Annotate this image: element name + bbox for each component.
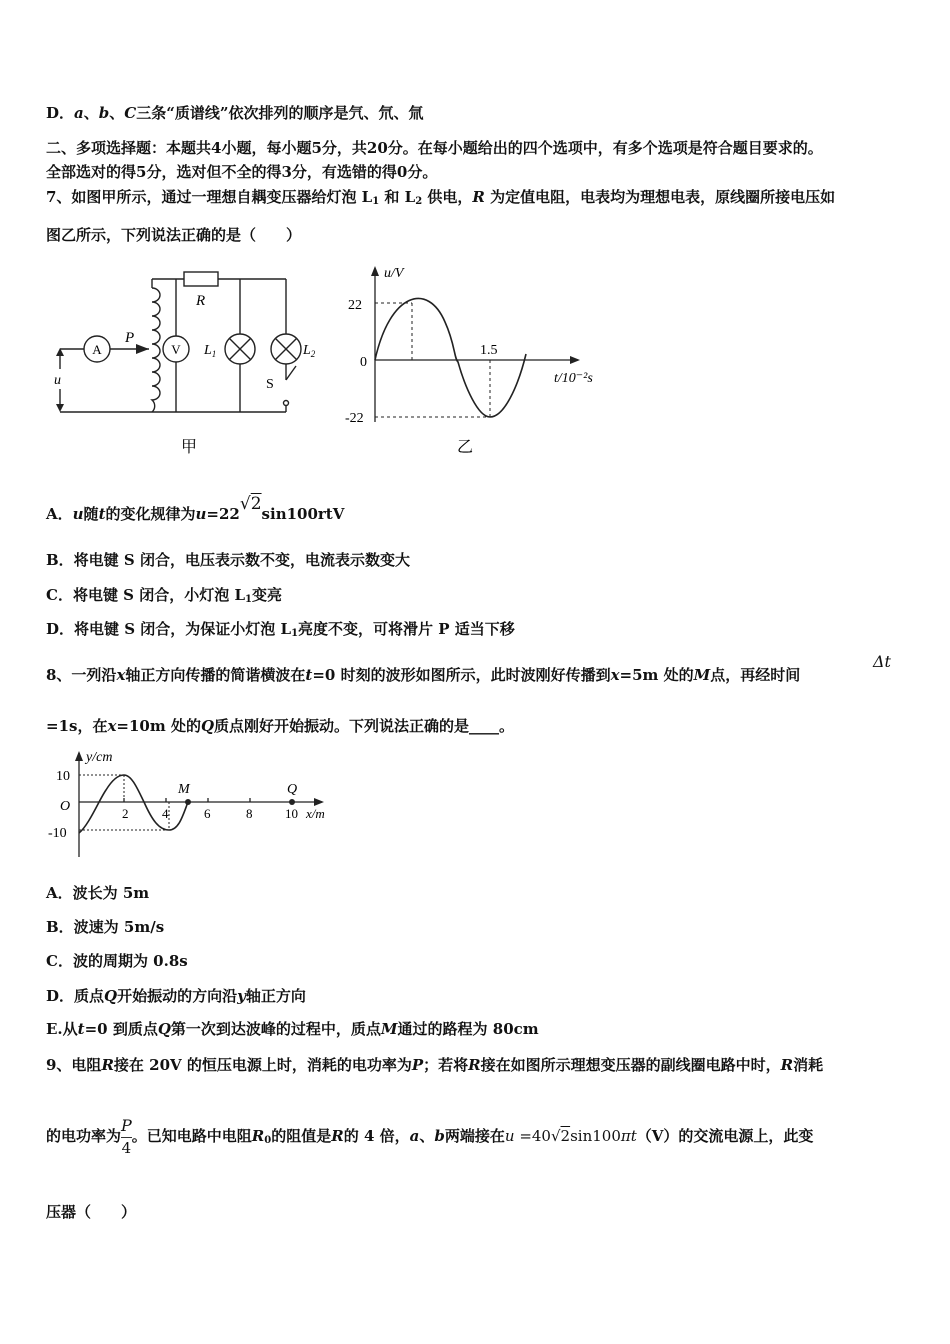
section2-header-line1: 二、多项选择题：本题共4小题，每小题5分，共20分。在每小题给出的四个选项中，有多个选项是符合题目要求的。 [46, 139, 823, 157]
q8-option-b: B．波速为 5m/s [46, 918, 165, 936]
wave-point-m-label: M [178, 782, 190, 797]
q8-option-c: C．波的周期为 0.8s [46, 952, 188, 970]
plot-x-axis-label: t/10⁻²s [554, 371, 593, 386]
q8-option-a: A．波长为 5m [46, 884, 150, 902]
plot-tick-0: 0 [360, 355, 367, 370]
wave-tick-x-8: 8 [246, 806, 253, 821]
figure-jia-caption: 甲 [180, 439, 198, 456]
q7-figure-yi [340, 262, 615, 462]
voltage-formula: u =40√2sin100πt [504, 1127, 637, 1145]
power-fraction: $\frac{P}{4}$ [121, 1116, 132, 1157]
q9-stem-line2: 的电功率为 $\frac{P}{4}$ 。已知电路中电阻$R_0$的阻值是R的 4 倍，a、b两端接在u =40√2sin100πt（V）的交流电源上，此变 [46, 1116, 814, 1157]
input-u-label: u [54, 373, 61, 388]
q8-delta-t: Δt [873, 652, 891, 671]
wave-point-q-label: Q [287, 782, 298, 797]
plot-tick-1-5: 1.5 [480, 343, 498, 358]
q8-stem-line2: =1s，在x=10m 处的Q质点刚好开始振动。下列说法正确的是____。 [46, 717, 515, 735]
lamp-l2-label: $L_2$ [303, 343, 316, 359]
q7-option-c: C．将电键 S 闭合，小灯泡 $L_1$变亮 [46, 586, 282, 605]
wave-tick-x-10: 10 [285, 806, 298, 821]
q7-option-b: B．将电键 S 闭合，电压表示数不变，电流表示数变大 [46, 551, 410, 569]
q7-stem-line2: 图乙所示，下列说法正确的是（ ） [46, 226, 302, 244]
plot-tick-22: 22 [348, 298, 362, 313]
slider-p-label: P [125, 330, 135, 346]
section2-header-line2: 全部选对的得5分，选对但不全的得3分，有选错的得0分。 [46, 163, 438, 181]
wave-tick-minus-10: -10 [48, 826, 67, 841]
lamp-l1-label: $L_1$ [204, 343, 217, 359]
q8-option-d: D．质点Q开始振动的方向沿y轴正方向 [46, 987, 306, 1005]
q7-option-d: D．将电键 S 闭合，为保证小灯泡 $L_1$亮度不变，可将滑片 P 适当下移 [46, 620, 515, 639]
resistor-r-label: R [196, 293, 206, 309]
plot-y-axis-label: u/V [384, 266, 404, 281]
wave-tick-10: 10 [56, 769, 70, 784]
wave-tick-x-2: 2 [122, 806, 129, 821]
q6-option-d: D．a、b、C三条“质谱线”依次排列的顺序是氕、氘、氚 [46, 104, 424, 122]
q9-stem-line3: 压器（ ） [46, 1203, 137, 1221]
wave-tick-x-6: 6 [204, 806, 211, 821]
q7-option-a: A．u随t的变化规律为u=22√2sin100rtV [46, 494, 345, 523]
wave-origin-label: O [60, 799, 71, 814]
q9-stem-line1: 9、电阻R接在 20V 的恒压电源上时，消耗的电功率为P；若将R接在如图所示理想变压器的副线圈电路中时，R消耗 [46, 1056, 824, 1074]
q8-stem-line1: 8、一列沿x轴正方向传播的简谐横波在t=0 时刻的波形如图所示，此时波刚好传播到x=5m 处的M点，再经时间 [46, 666, 801, 684]
figure-yi-caption: 乙 [456, 439, 474, 456]
q7-figure-jia [44, 262, 334, 462]
q8-option-e: E.从t=0 到质点Q第一次到达波峰的过程中，质点M通过的路程为 80cm [46, 1020, 539, 1038]
plot-tick-minus-22: -22 [345, 411, 364, 426]
ammeter-label: A [92, 342, 102, 357]
switch-s-label: S [266, 377, 274, 392]
wave-y-axis-label: y/cm [86, 750, 113, 765]
voltmeter-label: V [171, 342, 181, 357]
wave-x-axis-label: x/m [306, 806, 325, 821]
q7-stem-line1: 7、如图甲所示，通过一理想自耦变压器给灯泡 $L_1$ 和 $L_2$ 供电，R 为定值电阻，电表均为理想电表，原线圈所接电压如 [46, 188, 836, 207]
q8-wave-figure [44, 745, 344, 865]
wave-tick-x-4: 4 [162, 806, 169, 821]
